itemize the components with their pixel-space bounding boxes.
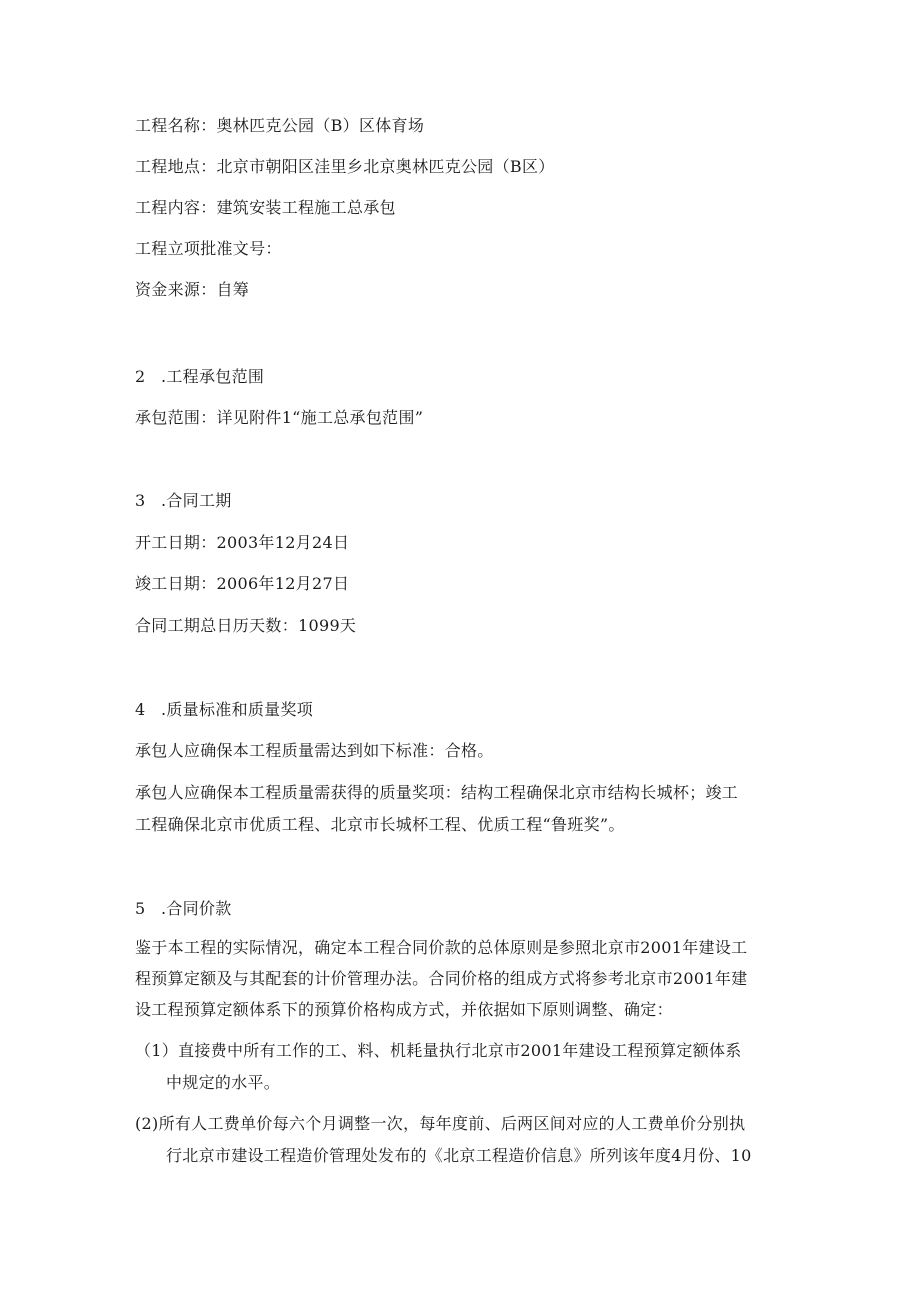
start-date: 开工日期：2003年12月24日	[135, 533, 350, 552]
section-title: .合同价款	[161, 899, 232, 918]
section-2-heading	[135, 366, 264, 388]
section-title: .质量标准和质量奖项	[161, 700, 314, 719]
price-paragraph-line-2: 程预算定额及与其配套的计价管理办法。合同价格的组成方式将参考北京市2001年建	[135, 969, 748, 988]
price-paragraph-line-1: 鉴于本工程的实际情况，确定本工程合同价款的总体原则是参照北京市2001年建设工	[135, 938, 748, 957]
quality-awards-line-2: 工程确保北京市优质工程、北京市长城杯工程、优质工程“鲁班奖”。	[135, 815, 625, 834]
section-title: .工程承包范围	[161, 367, 265, 386]
completion-date: 竣工日期：2006年12月27日	[135, 574, 350, 593]
quality-standard: 承包人应确保本工程质量需达到如下标准：合格。	[135, 741, 494, 760]
section-number: 2	[135, 367, 146, 386]
list-item-1-line-2: 中规定的水平。	[166, 1073, 281, 1092]
section-5-heading	[135, 898, 232, 920]
total-days: 合同工期总日历天数：1099天	[135, 616, 357, 635]
approval-number: 工程立项批准文号：	[135, 239, 282, 258]
project-location: 工程地点：北京市朝阳区洼里乡北京奥林匹克公园（B区）	[135, 157, 555, 176]
list-item-2-line-2: 行北京市建设工程造价管理处发布的《北京工程造价信息》所列该年度4月份、10	[166, 1146, 752, 1165]
section-4-heading	[135, 699, 313, 721]
funding-source: 资金来源：自筹	[135, 280, 250, 299]
section-number: 4	[135, 700, 146, 719]
list-item-1-line-1: （1）直接费中所有工作的工、料、机耗量执行北京市2001年建设工程预算定额体系	[135, 1041, 742, 1060]
contract-scope: 承包范围：详见附件1“施工总承包范围”	[135, 408, 424, 427]
section-3-heading	[135, 490, 232, 512]
project-name: 工程名称：奥林匹克公园（B）区体育场	[135, 116, 425, 135]
list-item-2-line-1: (2)所有人工费单价每六个月调整一次，每年度前、后两区间对应的人工费单价分别执	[135, 1114, 746, 1133]
project-content: 工程内容：建筑安装工程施工总承包	[135, 198, 396, 217]
quality-awards-line-1: 承包人应确保本工程质量需获得的质量奖项：结构工程确保北京市结构长城杯；竣工	[135, 783, 739, 802]
section-number: 3	[135, 491, 146, 510]
section-title: .合同工期	[161, 491, 232, 510]
section-number: 5	[135, 899, 146, 918]
price-paragraph-line-3: 设工程预算定额体系下的预算价格构成方式，并依据如下原则调整、确定：	[135, 1000, 673, 1019]
